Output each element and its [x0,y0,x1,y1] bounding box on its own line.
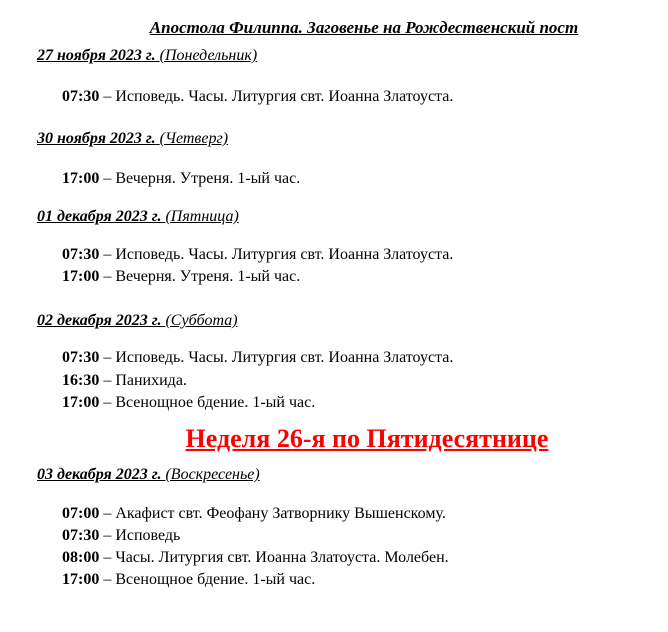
schedule-entry [62,88,453,106]
entry-text: – Исповедь [99,527,181,544]
entry-text: – Часы. Литургия свт. Иоанна Златоуста. Молебен. [99,549,449,566]
day-date: 01 декабря 2023 г. [37,208,162,225]
entry-time: 07:30 [62,349,100,366]
entry-time: 07:30 [62,527,100,544]
entry-text: – Вечерня. Утреня. 1-ый час. [99,170,301,187]
entry-text: – Акафист свт. Феофану Затворнику Вышенскому. [99,505,446,522]
entry-text: – Всенощное бдение. 1-ый час. [99,394,316,411]
day-heading [37,130,228,148]
sunday-title [0,424,668,454]
day-heading [37,208,239,226]
entry-text: – Вечерня. Утреня. 1-ый час. [99,268,301,285]
schedule-entry [62,394,315,412]
entry-time: 08:00 [62,549,100,566]
schedule-entry [62,505,446,523]
schedule-entry [62,170,300,188]
entry-time: 07:00 [62,505,100,522]
day-weekday: (Понедельник) [159,47,258,64]
day-date: 27 ноября 2023 г. [37,47,156,64]
schedule-entry [62,571,315,589]
entry-time: 07:30 [62,88,100,105]
entry-text: – Исповедь. Часы. Литургия свт. Иоанна Златоуста. [99,88,454,105]
day-weekday: (Суббота) [165,312,238,329]
day-date: 03 декабря 2023 г. [37,466,162,483]
day-heading [37,47,257,65]
day-date: 30 ноября 2023 г. [37,130,156,147]
entry-text: – Исповедь. Часы. Литургия свт. Иоанна Златоуста. [99,246,454,263]
entry-time: 07:30 [62,246,100,263]
entry-time: 17:00 [62,571,100,588]
entry-time: 16:30 [62,372,100,389]
schedule-entry [62,372,187,390]
entry-text: – Панихида. [99,372,187,389]
schedule-entry [62,549,449,567]
schedule-entry [62,268,300,286]
day-date: 02 декабря 2023 г. [37,312,162,329]
day-weekday: (Воскресенье) [165,466,260,483]
entry-time: 17:00 [62,394,100,411]
entry-time: 17:00 [62,170,100,187]
sunday-title-text: Неделя 26-я по Пятидесятнице [185,424,549,453]
entry-text: – Всенощное бдение. 1-ый час. [99,571,316,588]
entry-time: 17:00 [62,268,100,285]
day-heading [37,466,260,484]
schedule-header [0,18,668,38]
schedule-entry [62,349,453,367]
entry-text: – Исповедь. Часы. Литургия свт. Иоанна Златоуста. [99,349,454,366]
schedule-entry [62,246,453,264]
day-weekday: (Пятница) [165,208,239,225]
schedule-header-text: Апостола Филиппа. Заговенье на Рождественский пост [149,18,579,37]
day-weekday: (Четверг) [159,130,229,147]
schedule-entry [62,527,180,545]
day-heading [37,312,238,330]
